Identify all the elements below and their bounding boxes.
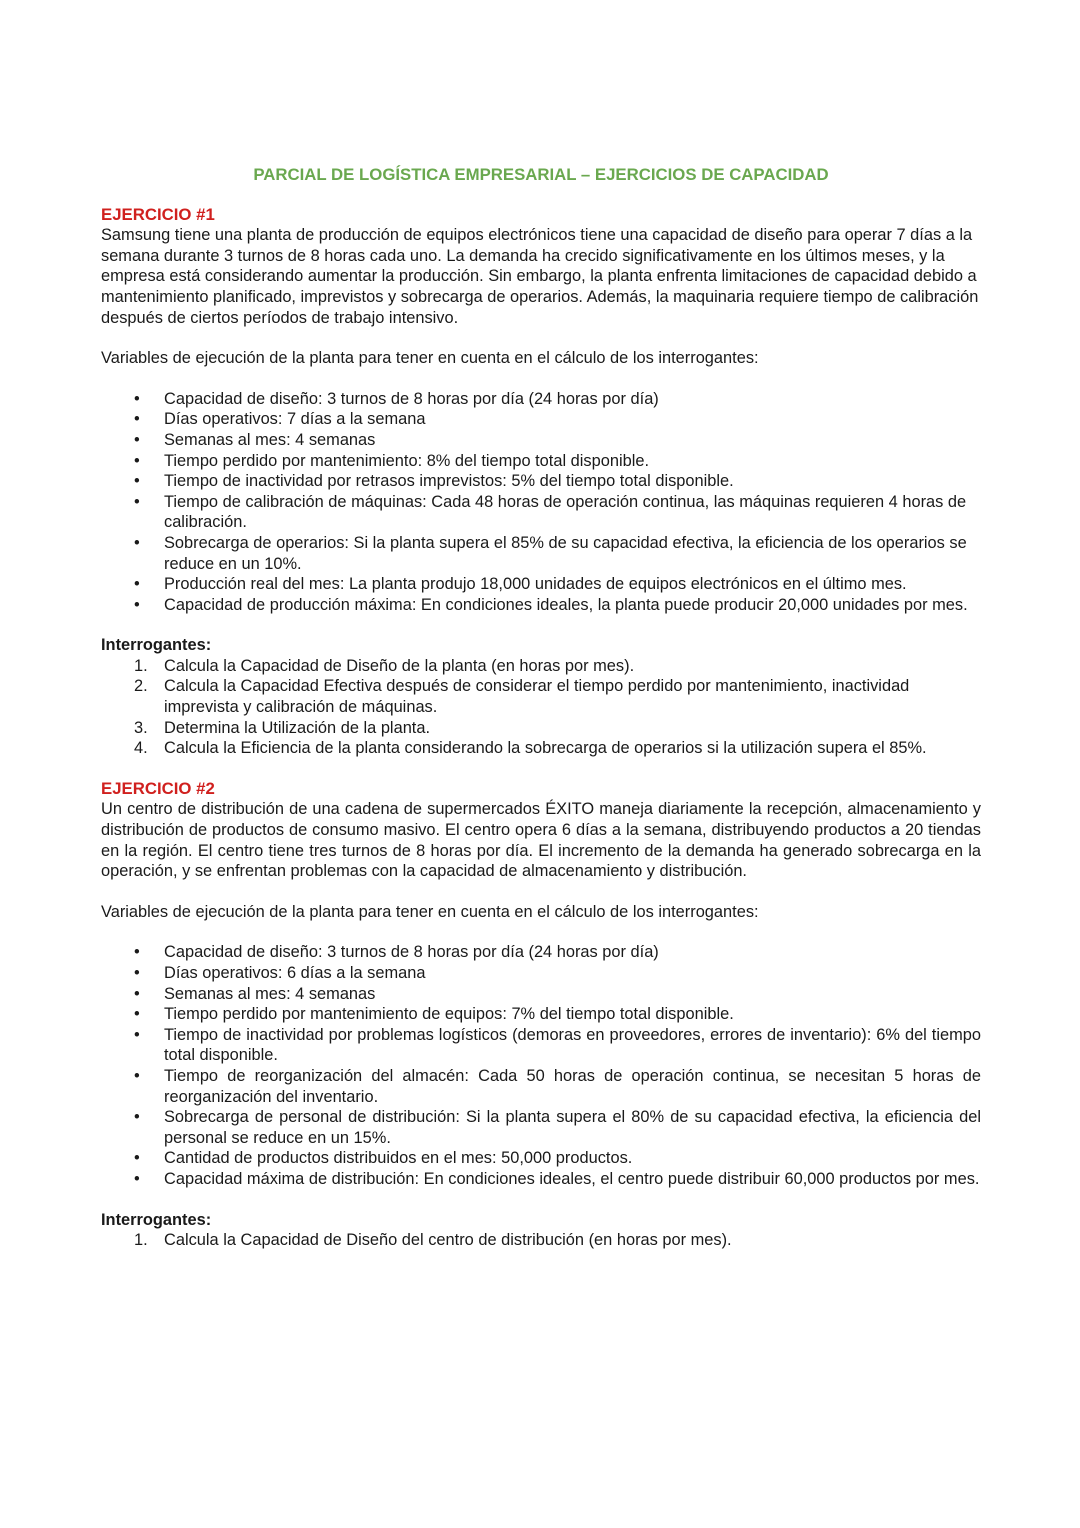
variables-intro: Variables de ejecución de la planta para tener en cuenta en el cálculo de los interrogantes: [101, 902, 759, 921]
question-text: Calcula la Eficiencia de la planta considerando la sobrecarga de operarios si la utilización supera el 85%. [164, 739, 927, 758]
document-content [101, 165, 981, 1271]
list-item: • Tiempo de reorganización del almacén: Cada 50 horas de operación continua, se necesitan 5 horas de reorganización del inventario. [164, 1066, 981, 1107]
variables-list [101, 389, 981, 616]
question-text: Determina la Utilización de la planta. [164, 718, 431, 737]
question-number: 1. [134, 1231, 148, 1250]
question-item [134, 1230, 981, 1251]
exercise-1 [101, 205, 981, 759]
list-item: • Capacidad de diseño: 3 turnos de 8 horas por día (24 horas por día) [164, 942, 981, 963]
question-item [134, 718, 981, 739]
list-item: • Semanas al mes: 4 semanas [164, 984, 981, 1005]
list-item: • Cantidad de productos distribuidos en el mes: 50,000 productos. [164, 1148, 981, 1169]
exercise-heading: EJERCICIO #2 [101, 778, 215, 798]
question-item [134, 738, 981, 759]
question-number: 4. [134, 739, 148, 758]
question-item [134, 656, 981, 677]
variables-intro: Variables de ejecución de la planta para tener en cuenta en el cálculo de los interrogantes: [101, 349, 759, 368]
list-item: • Capacidad de producción máxima: En condiciones ideales, la planta puede producir 20,000 unidades por mes. [164, 595, 981, 616]
question-item [134, 676, 981, 717]
list-item: • Sobrecarga de personal de distribución: Si la planta supera el 80% de su capacidad efectiva, la eficiencia del personal se reduce en un 15%. [164, 1107, 981, 1148]
list-item: • Días operativos: 6 días a la semana [164, 963, 981, 984]
question-text: Calcula la Capacidad de Diseño de la planta (en horas por mes). [164, 656, 635, 675]
question-number: 1. [134, 656, 148, 675]
variables-list [101, 942, 981, 1189]
questions-list [101, 1230, 981, 1251]
exercise-heading: EJERCICIO #1 [101, 204, 215, 224]
list-item: • Capacidad máxima de distribución: En condiciones ideales, el centro puede distribuir 60,000 productos por mes. [164, 1169, 981, 1190]
document-title: PARCIAL DE LOGÍSTICA EMPRESARIAL – EJERCICIOS DE CAPACIDAD [253, 165, 829, 184]
question-text: Calcula la Capacidad Efectiva después de considerar el tiempo perdido por mantenimiento, inactividad imprevista y calibración de máquinas. [164, 677, 910, 717]
list-item: • Semanas al mes: 4 semanas [164, 430, 981, 451]
list-item: • Tiempo perdido por mantenimiento de equipos: 7% del tiempo total disponible. [164, 1004, 981, 1025]
exercise-2 [101, 779, 981, 1251]
exercise-description: Samsung tiene una planta de producción de equipos electrónicos tiene una capacidad de diseño para operar 7 días a la semana durante 3 turnos de 8 horas cada uno. La demanda ha crecido significativamente en los últimos meses, y la empresa está considerando aumentar la producción. Sin embargo, la planta enfrenta limitaciones de capacidad debido a mantenimiento planificado, imprevistos y sobrecarga de operarios. Además, la maquinaria requiere tiempo de calibración después de ciertos períodos de trabajo intensivo. [101, 226, 979, 327]
questions-heading: Interrogantes: [101, 1210, 212, 1229]
list-item: • Tiempo de inactividad por problemas logísticos (demoras en proveedores, errores de inventario): 6% del tiempo total disponible. [164, 1025, 981, 1066]
question-number: 2. [134, 677, 148, 696]
question-text: Calcula la Capacidad de Diseño del centro de distribución (en horas por mes). [164, 1231, 732, 1250]
list-item: • Sobrecarga de operarios: Si la planta supera el 85% de su capacidad efectiva, la eficiencia de los operarios se reduce en un 10%. [164, 533, 981, 574]
list-item: • Producción real del mes: La planta produjo 18,000 unidades de equipos electrónicos en el último mes. [164, 574, 981, 595]
list-item: • Tiempo de inactividad por retrasos imprevistos: 5% del tiempo total disponible. [164, 471, 981, 492]
questions-list [101, 656, 981, 759]
question-number: 3. [134, 718, 148, 737]
list-item: • Días operativos: 7 días a la semana [164, 409, 981, 430]
questions-heading: Interrogantes: [101, 636, 212, 655]
list-item: • Tiempo perdido por mantenimiento: 8% del tiempo total disponible. [164, 451, 981, 472]
list-item: • Capacidad de diseño: 3 turnos de 8 horas por día (24 horas por día) [164, 389, 981, 410]
exercise-description: Un centro de distribución de una cadena de supermercados ÉXITO maneja diariamente la recepción, almacenamiento y distribución de productos de consumo masivo. El centro opera 6 días a la semana, distribuyendo productos a 20 tiendas en la región. El centro tiene tres turnos de 8 horas por día. El incremento de la demanda ha generado sobrecarga en la operación, y se enfrentan problemas con la capacidad de almacenamiento y distribución. [101, 800, 981, 881]
list-item: • Tiempo de calibración de máquinas: Cada 48 horas de operación continua, las máquinas requieren 4 horas de calibración. [164, 492, 981, 533]
